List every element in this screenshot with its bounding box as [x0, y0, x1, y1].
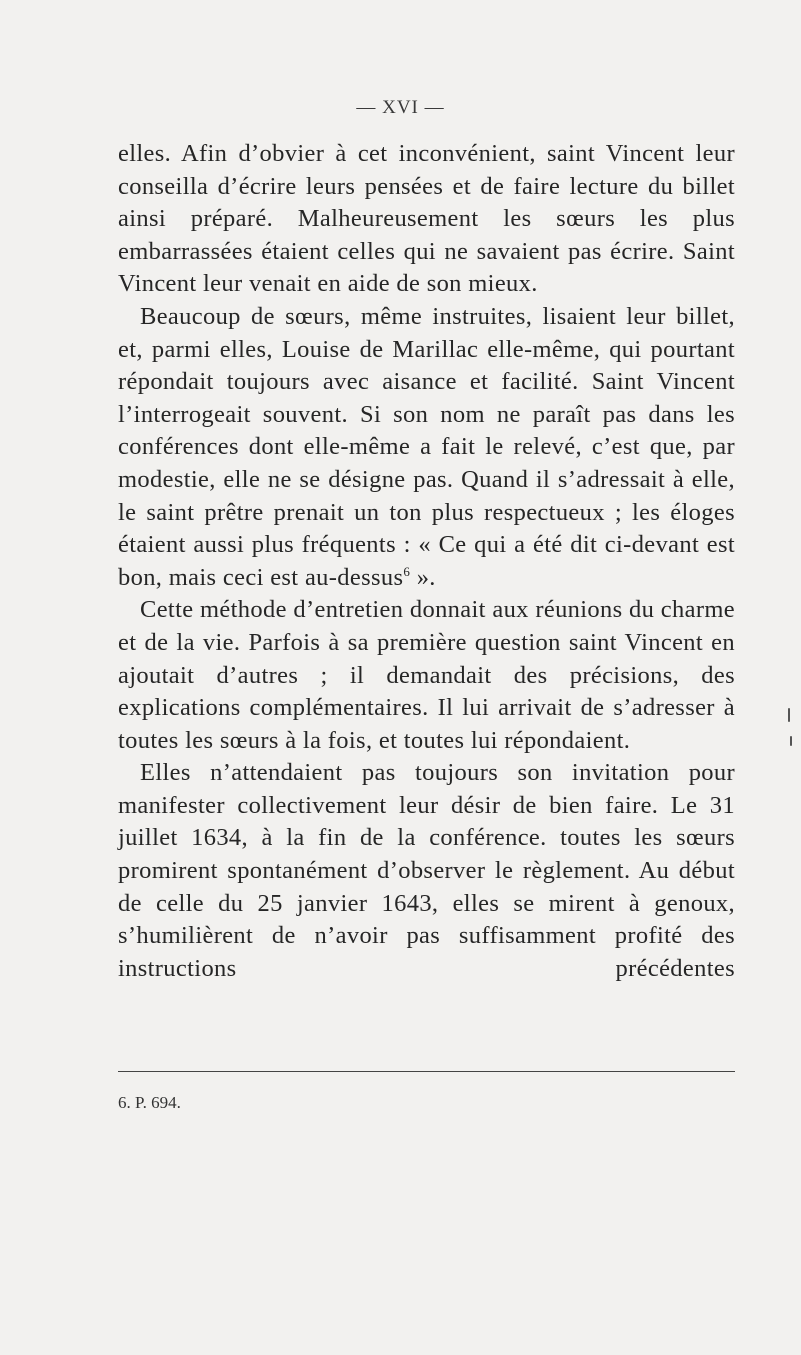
footnote: 6. P. 694. [118, 1093, 181, 1112]
paragraph-1: elles. Afin d’obvier à cet inconvénient, saint Vincent leur conseilla d’écrire leurs pensées et de faire lecture du billet ainsi préparé. Malheureusement les sœurs les plus embarrassées étaient celles qui ne savaient pas écrire. Saint Vincent leur venait en aide de son mieux. [118, 140, 735, 298]
footnote-reference: 6 [403, 563, 411, 579]
footnote-divider [118, 1071, 735, 1072]
scan-mark [788, 708, 790, 722]
paragraph-3: Cette méthode d’entretien donnait aux réunions du charme et de la vie. Parfois à sa première question saint Vincent en ajoutait d’autres ; il demandait des précisions, des explications complémentaires. Il lui arrivait de s’adresser à toutes les sœurs à la fois, et toutes lui répondaient. [118, 596, 735, 754]
scan-mark [790, 736, 792, 746]
running-head: — XVI — [356, 97, 445, 118]
body-text [118, 138, 735, 985]
paragraph-2-text: Beaucoup de sœurs, même instruites, lisaient leur billet, et, parmi elles, Louise de Marillac elle-même, qui pourtant répondait toujours avec aisance et facilité. Saint Vincent l’interrogeait souvent. Si son nom ne paraît pas dans les conférences dont elle-même a fait le relevé, c’est que, par modestie, elle ne se désigne pas. Quand il s’adressait à elle, le saint prêtre prenait un ton plus respectueux ; les éloges étaient aussi plus fréquents : « Ce qui a été dit ci-devant est bon, mais ceci est au-dessus [118, 302, 735, 591]
paragraph-2-closing: ». [410, 563, 436, 591]
paragraph-4: Elles n’attendaient pas toujours son invitation pour manifester collectivement leur désir de bien faire. Le 31 juillet 1634, à la fin de la conférence. toutes les sœurs promirent spontanément d’observer le règlement. Au début de celle du 25 janvier 1643, elles se mirent à genoux, s’humilièrent de n’avoir pas suffisamment profité des instructions précédentes [118, 759, 735, 982]
paragraph-2 [118, 301, 735, 594]
